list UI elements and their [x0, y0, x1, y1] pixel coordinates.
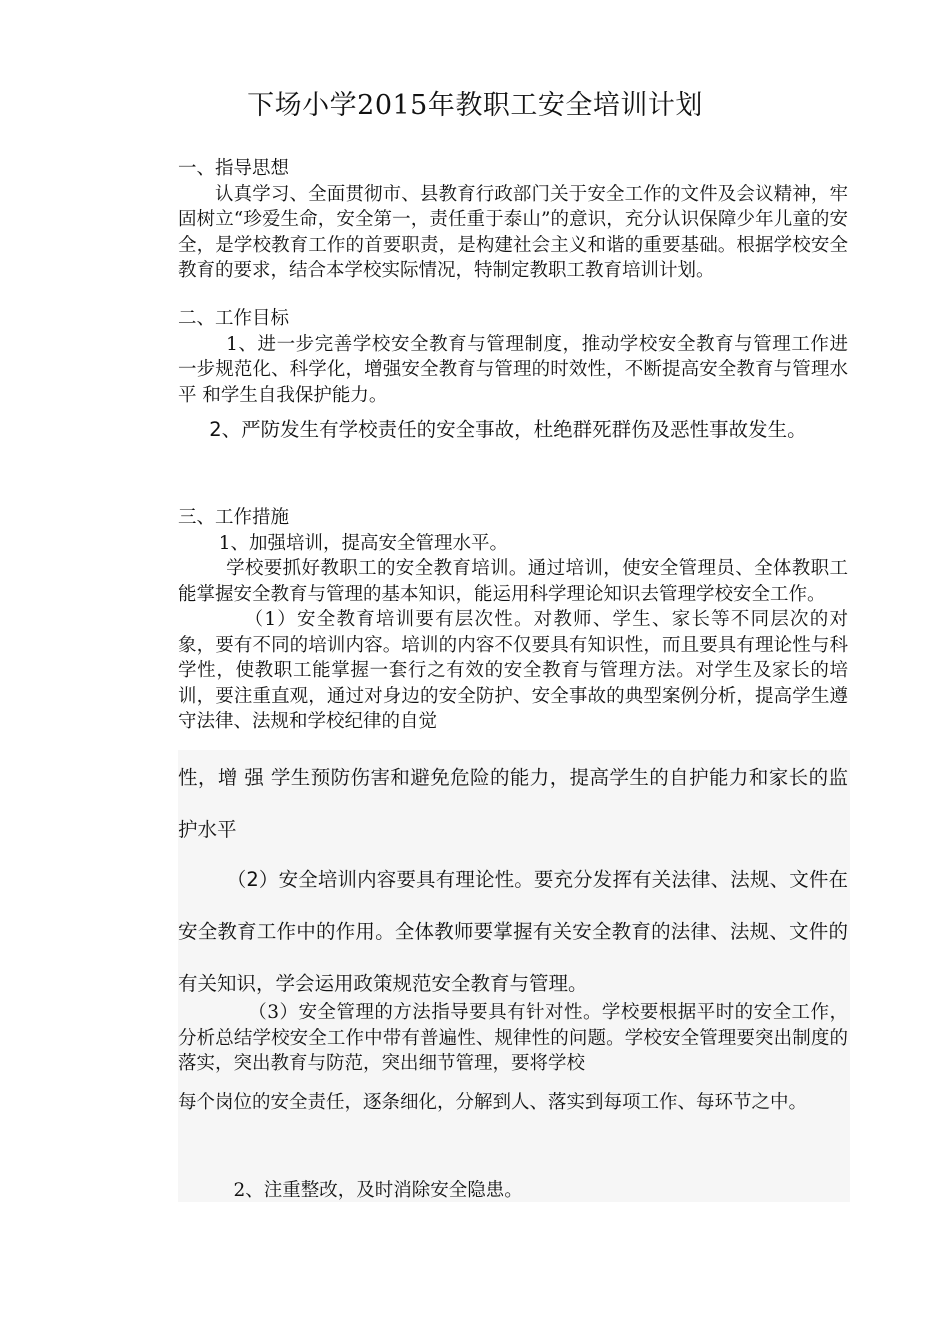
paragraph: （1）安全教育培训要有层次性。对教师、学生、家长等不同层次的对象，要有不同的培训内容。培训的内容不仅要具有知识性，而且要具有理论性与科学性，使教职工能掌握一套行之有效的安全教育与管理方法。对学生及家长的培训，要注重直观，通过对身边的安全防护、安全事故的典型案例分析，提高学生遵守法律、法规和学校纪律的自觉 — [178, 609, 848, 732]
section-work-measures — [178, 505, 848, 735]
measure-heading: 2、注重整改，及时消除安全隐患。 — [233, 1180, 523, 1201]
goal-item: 1、进一步完善学校安全教育与管理制度，推动学校安全教育与管理工作进一步规范化、科学化，增强安全教育与管理的时效性，不断提高安全教育与管理水平 和学生自我保护能力。 — [178, 333, 848, 406]
paragraph: 性，增 强 学生预防伤害和避免危险的能力，提高学生的自护能力和家长的监护水平 — [178, 766, 848, 841]
measure-2-block — [178, 1178, 848, 1204]
measure-heading: 1、加强培训，提高安全管理水平。 — [218, 532, 508, 554]
paragraph: 认真学习、全面贯彻市、县教育行政部门关于安全工作的文件及会议精神，牢固树立“珍爱生命，安全第一，责任重于泰山”的意识，充分认识保障少年儿童的安全，是学校教育工作的首要职责，是构建社会主义和谐的重要基础。根据学校安全教育的要求，结合本学校实际情况，特制定教职工教育培训计划。 — [178, 183, 848, 281]
item-2-block — [178, 854, 848, 1010]
paragraph: （3）安全管理的方法指导要具有针对性。学校要根据平时的安全工作，分析总结学校安全工作中带有普遍性、规律性的问题。学校安全管理要突出制度的落实，突出教育与防范，突出细节管理，要将学校 — [178, 1002, 848, 1074]
section-work-goals — [178, 306, 848, 408]
item-3-block — [178, 1000, 848, 1077]
paragraph: （2）安全培训内容要具有理论性。要充分发挥有关法律、法规、文件在安全教育工作中的作用。全体教师要掌握有关安全教育的法律、法规、文件的有关知识，学会运用政策规范安全教育与管理。 — [178, 868, 848, 995]
section-guiding-thought — [178, 156, 848, 284]
section-heading: 一、指导思想 — [178, 158, 290, 179]
paragraph: 学校要抓好教职工的安全教育培训。通过培训，使安全管理员、全体教职工能掌握安全教育与管理的基本知识，能运用科学理论知识去管理学校安全工作。 — [178, 558, 848, 605]
item-3-continuation — [178, 1078, 848, 1128]
goal-item: 2、严防发生有学校责任的安全事故，杜绝群死群伤及恶性事故发生。 — [209, 418, 807, 441]
section-heading: 三、工作措施 — [178, 507, 290, 528]
item-1-continuation — [178, 752, 848, 856]
paragraph: 每个岗位的安全责任，逐条细化，分解到人、落实到每项工作、每环节之中。 — [178, 1092, 808, 1113]
section-heading: 二、工作目标 — [178, 308, 290, 329]
goal-item-2-block — [178, 404, 848, 456]
document-title: 下场小学2015年教职工安全培训计划 — [247, 90, 703, 121]
